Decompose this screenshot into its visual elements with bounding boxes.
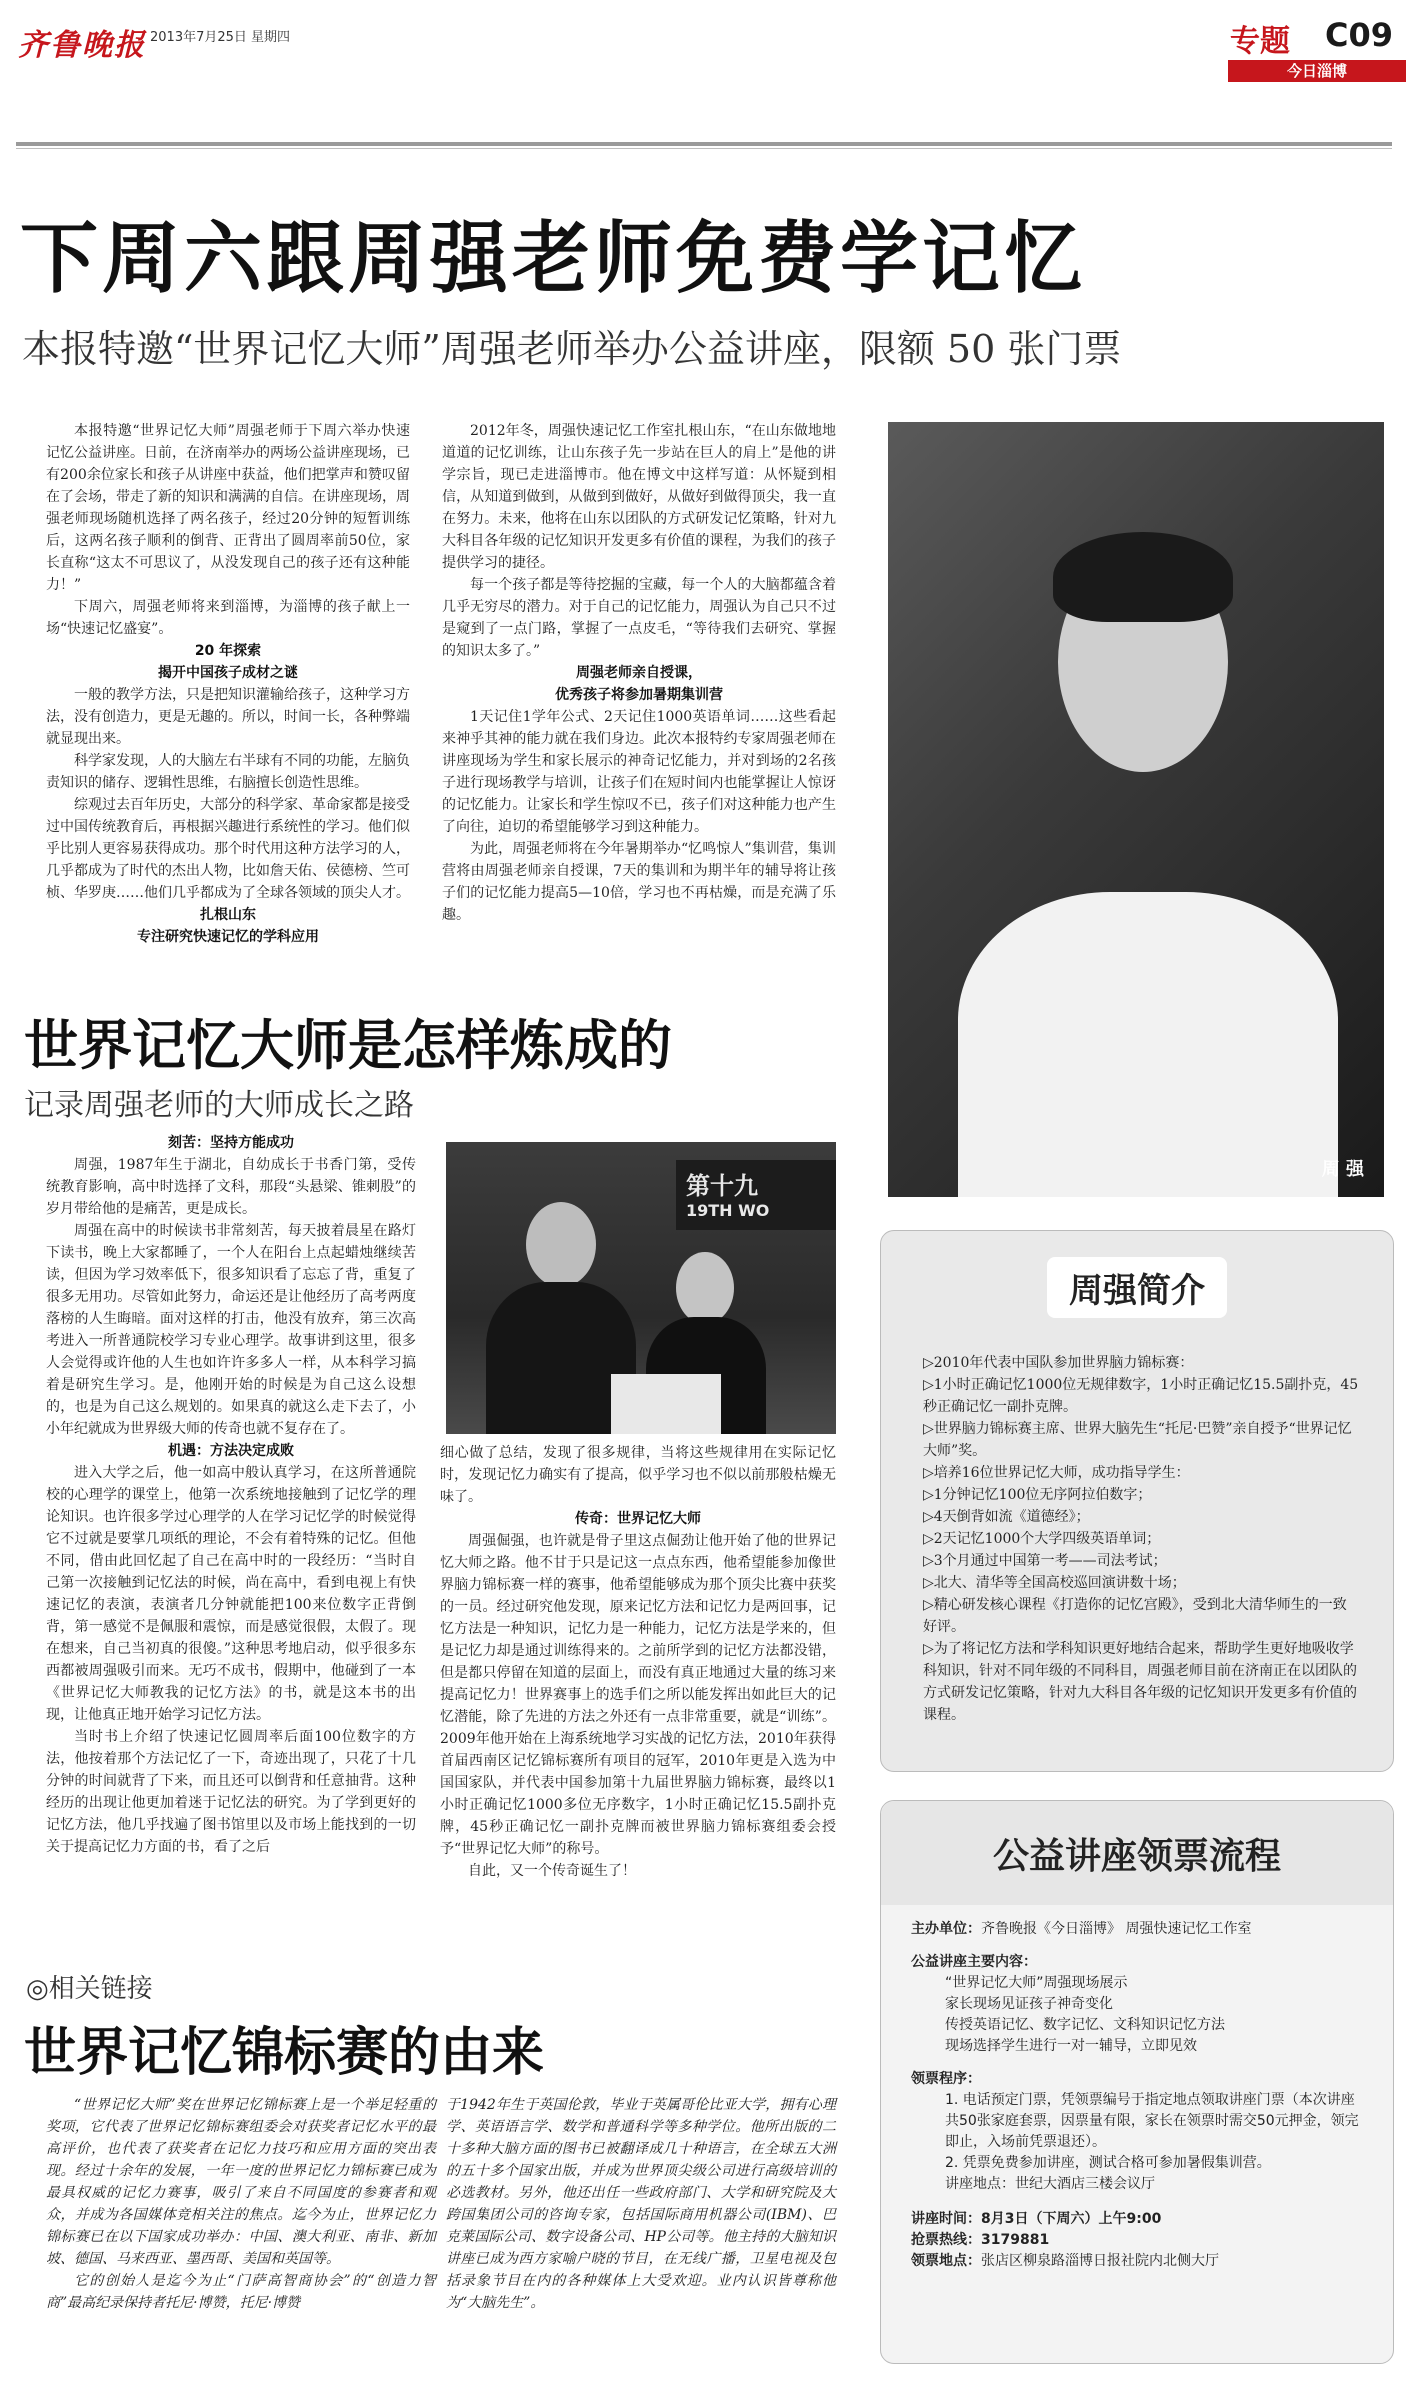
person-hair xyxy=(1053,532,1233,622)
content-item: “世界记忆大师”周强现场展示 xyxy=(945,1975,1128,1991)
event-banner xyxy=(676,1160,836,1230)
article-column-5 xyxy=(46,2094,436,2314)
paragraph: 本报特邀“世界记忆大师”周强老师于下周六举办快速记忆公益讲座。日前，在济南举办的两场公益讲座现场，已有200余位家长和孩子从讲座中获益，他们把掌声和赞叹留在了会场，带走了新的知识和满满的自信。在讲座现场，周强老师现场随机选择了两名孩子，经过20分钟的短暂训练后，这两名孩子顺利的倒背、正背出了圆周率前50位，家长直称“这太不可思议了，从没发现自己的孩子还有这种能力！” xyxy=(46,423,410,593)
paragraph: 一般的教学方法，只是把知识灌输给孩子，这种学习方法，没有创造力，更是无趣的。所以，时间一长，各种弊端就显现出来。 xyxy=(46,687,410,747)
paragraph: 周强倔强，也许就是骨子里这点倔劲让他开始了他的世界记忆大师之路。他不甘于只是记这一点点东西，他希望能参加像世界脑力锦标赛一样的赛事，他希望能够成为那个顶尖比赛中获奖的一员。经过研究他发现，原来记忆方法和记忆力是两回事，记忆方法是一种知识，记忆力是一种能力，记忆方法是学来的，但是记忆力却是通过训练得来的。之前所学到的记忆方法都没错，但是都只停留在知道的层面上，而没有真正地通过大量的练习来提高记忆力！世界赛事上的选手们之所以能发挥出如此巨大的记忆潜能，除了先进的方法之外还有一点非常重要，就是“训练”。2009年他开始在上海系统地学习实战的记忆方法，2010年获得首届西南区记忆锦标赛所有项目的冠军，2010年更是入选为中国国家队，并代表中国参加第十九届世界脑力锦标赛，最终以1小时正确记忆1000多位无序数字，1小时正确记忆15.5副扑克牌，45秒正确记忆一副扑克牌而被世界脑力锦标赛组委会授予“世界记忆大师”的称号。 xyxy=(440,1533,836,1857)
hotline-number: 3179881 xyxy=(981,2232,1050,2248)
label: 抢票热线： xyxy=(911,2232,981,2248)
ticket-details xyxy=(881,1905,1393,2272)
section-label: 专题 xyxy=(1230,24,1290,59)
organizer: 齐鲁晚报《今日淄博》 周强快速记忆工作室 xyxy=(981,1921,1252,1937)
section-heading: 优秀孩子将参加暑期集训营 xyxy=(555,687,723,703)
profile-list xyxy=(923,1352,1359,1726)
profile-item: ▷北大、清华等全国高校巡回演讲数十场； xyxy=(923,1575,1186,1591)
person-face xyxy=(526,1202,596,1287)
paragraph: 1天记住1学年公式、2天记住1000英语单词……这些看起来神乎其神的能力就在我们身边。此次本报特约专家周强老师在讲座现场为学生和家长展示的神奇记忆能力，并对到场的2名孩子进行现场教学与培训，让孩子们在短时间内也能掌握让人惊讶的记忆能力。让家长和学生惊叹不已，孩子们对这种能力也产生了向往，迫切的希望能够学习到这种能力。 xyxy=(442,709,836,835)
section-heading: 机遇：方法决定成败 xyxy=(168,1443,294,1459)
label: 领票程序： xyxy=(911,2071,981,2087)
ticket-box xyxy=(880,1800,1394,2364)
pickup-location: 张店区柳泉路淄博日报社院内北侧大厅 xyxy=(981,2253,1219,2269)
profile-item: ▷1小时正确记忆1000位无规律数字，1小时正确记忆15.5副扑克，45秒正确记忆一副扑克牌。 xyxy=(923,1377,1359,1415)
profile-title: 周强简介 xyxy=(1047,1257,1227,1318)
paragraph: 自此，又一个传奇诞生了！ xyxy=(468,1863,636,1879)
main-headline: 下周六跟周强老师免费学记忆 xyxy=(20,214,1087,304)
content-item: 家长现场见证孩子神奇变化 xyxy=(945,1996,1113,2012)
paragraph: 每一个孩子都是等待挖掘的宝藏，每一个人的大脑都蕴含着几乎无穷尽的潜力。对于自己的记忆能力，周强认为自己只不过是窥到了一点门路，掌握了一点皮毛，“等待我们去研究、掌握的知识太多了。” xyxy=(442,577,836,659)
paragraph: “世界记忆大师”奖在世界记忆锦标赛上是一个举足轻重的奖项，它代表了世界记忆锦标赛组委会对获奖者记忆水平的最高评价，也代表了获奖者在记忆力技巧和应用方面的突出表现。经过十余年的发展，一年一度的世界记忆力锦标赛已成为最具权威的记忆力赛事，吸引了来自不同国度的参赛者和观众，并成为各国媒体竞相关注的焦点。迄今为止，世界记忆力锦标赛已在以下国家成功举办：中国、澳大利亚、南非、新加坡、德国、马来西亚、墨西哥、美国和英国等。 xyxy=(46,2097,436,2267)
profile-item: ▷4天倒背如流《道德经》； xyxy=(923,1509,1090,1525)
article-column-3 xyxy=(46,1132,416,1858)
profile-item: ▷1分钟记忆100位无序阿拉伯数字； xyxy=(923,1487,1152,1503)
profile-box xyxy=(880,1230,1394,1772)
ticket-title: 公益讲座领票流程 xyxy=(992,1835,1281,1877)
section-heading: 20 年探索 xyxy=(194,643,262,659)
article-column-6 xyxy=(446,2094,836,2314)
header-divider xyxy=(16,142,1392,146)
article-column-2 xyxy=(442,420,836,926)
label: 主办单位： xyxy=(911,1921,981,1937)
content-list xyxy=(911,1973,1367,2057)
related-link-tag: ◎相关链接 xyxy=(26,1974,153,2004)
banner-text-en: 19TH WO xyxy=(686,1201,770,1220)
profile-item: ▷2010年代表中国队参加世界脑力锦标赛： xyxy=(923,1355,1194,1371)
paragraph: 周强在高中的时候读书非常刻苦，每天披着晨星在路灯下读书，晚上大家都睡了，一个人在阳台上点起蜡烛继续苦读，但因为学习效率低下，很多知识看了忘忘了背，重复了很多无用功。尽管如此努力，命运还是让他经历了高考两度落榜的人生晦暗。面对这样的打击，他没有放弃，第三次高考进入一所普通院校学习专业心理学。故事讲到这里，很多人会觉得或许他的人生也如许许多多人一样，从本科学习搞着是研究生学习。是，他刚开始的时候是为自己这么设想的，也是为自己这么规划的。如果真的就这么走下去了，小小年纪就成为世界级大师的传奇也就不复存在了。 xyxy=(46,1223,416,1437)
section-heading: 周强老师亲自授课， xyxy=(576,665,702,681)
paragraph: 下周六，周强老师将来到淄博，为淄博的孩子献上一场“快速记忆盛宴”。 xyxy=(46,599,410,637)
label: 领票地点： xyxy=(911,2253,981,2269)
section-heading: 传奇：世界记忆大师 xyxy=(575,1511,701,1527)
profile-item: ▷2天记忆1000个大学四级英语单词； xyxy=(923,1531,1161,1547)
procedure-step: 1. 电话预定门票，凭领票编号于指定地点领取讲座门票（本次讲座共50张家庭套票，因票量有限，家长在领票时需交50元押金，领完即止，入场前凭票退还）。 xyxy=(945,2092,1359,2150)
profile-item: ▷培养16位世界记忆大师，成功指导学生： xyxy=(923,1465,1190,1481)
banner-text-cn: 第十九 xyxy=(686,1172,758,1200)
paragraph: 当时书上介绍了快速记忆圆周率后面100位数字的方法，他按着那个方法记忆了一下，奇迹出现了，只花了十几分钟的时间就背了下来，而且还可以倒背和任意抽背。这种经历的出现让他更加着迷于记忆法的研究。为了学到更好的记忆方法，他几乎找遍了图书馆里以及市场上能找到的一切关于提高记忆力方面的书，看了之后 xyxy=(46,1729,416,1855)
newspaper-logo: 齐鲁晚报 xyxy=(18,28,146,63)
person-face xyxy=(676,1252,734,1324)
section-heading: 扎根山东 xyxy=(200,907,256,923)
section-headline: 世界记忆大师是怎样炼成的 xyxy=(24,1014,672,1077)
person-shirt xyxy=(958,892,1338,1197)
section-heading: 揭开中国孩子成材之谜 xyxy=(158,665,298,681)
photo-caption: 周 强 xyxy=(1321,1159,1364,1180)
procedure-step: 2. 凭票免费参加讲座，测试合格可参加暑假集训营。 xyxy=(945,2155,1271,2171)
profile-item: ▷精心研发核心课程《打造你的记忆宫殿》，受到北大清华师生的一致好评。 xyxy=(923,1597,1347,1635)
paragraph: 于1942年生于英国伦敦，毕业于英属哥伦比亚大学，拥有心理学、英语语言学、数学和普通科学等多种学位。他所出版的二十多种大脑方面的图书已被翻译成几十种语言，在全球五大洲的五十多个国家出版，并成为世界顶尖级公司进行高级培训的必选教材。另外，他还出任一些政府部门、大学和研究院及大跨国集团公司的咨询专家，包括国际商用机器公司(IBM)、巴克莱国际公司、数字设备公司、HP公司等。他主持的大脑知识讲座已成为西方家喻户晓的节目，在无线广播，卫星电视及包括录象节目在内的各种媒体上大受欢迎。业内认识皆尊称他为“大脑先生”。 xyxy=(446,2097,836,2311)
sub-section-label: 今日淄博 xyxy=(1228,60,1406,82)
paragraph: 科学家发现，人的大脑左右半球有不同的功能，左脑负责知识的储存、逻辑性思维，右脑擅长创造性思维。 xyxy=(46,753,410,791)
paragraph: 进入大学之后，他一如高中般认真学习，在这所普通院校的心理学的课堂上，他第一次系统地接触到了记忆学的理论知识。也许很多学过心理学的人在学习记忆学的时候觉得它不过就是要掌几项纸的理论，不会有着特殊的记忆。但他不同，借由此回忆起了自己在高中时的一段经历：“当时自己第一次接触到记忆法的时候，尚在高中，看到电视上有快速记忆的表演，表演者几分钟就能把100来位数字正背倒背，第一感觉不是佩服和震惊，而是感觉很假，太假了。现在想来，自己当初真的很傻。”这种思考地启动，似乎很多东西都被周强吸引而来。无巧不成书，假期中，他碰到了一本《世界记忆大师教我的记忆方法》的书，就是这本书的出现，让他真正地开始学习记忆方法。 xyxy=(46,1465,416,1723)
certificate xyxy=(611,1374,721,1434)
article-column-1 xyxy=(46,420,410,948)
paragraph: 2012年冬，周强快速记忆工作室扎根山东，“在山东做地地道道的记忆训练，让山东孩子先一步站在巨人的肩上”是他的讲学宗旨，现已走进淄博市。他在博文中这样写道：从怀疑到相信，从知道到做到，从做到到做好，从做好到做得顶尖，我一直在努力。未来，他将在山东以团队的方式研发记忆策略，针对九大科目各年级的记忆知识开发更多有价值的课程，为我们的孩子提供学习的捷径。 xyxy=(442,423,836,571)
paragraph: 综观过去百年历史，大部分的科学家、革命家都是接受过中国传统教育后，再根据兴趣进行系统性的学习。他们似乎比别人更容易获得成功。那个时代用这种方法学习的人，几乎都成为了时代的杰出人物，比如詹天佑、侯德榜、竺可桢、华罗庚……他们几乎都成为了全球各领域的顶尖人才。 xyxy=(46,797,410,901)
profile-item: ▷3个月通过中国第一考——司法考试； xyxy=(923,1553,1167,1569)
ticket-header xyxy=(881,1801,1393,1905)
section-heading: 刻苦：坚持方能成功 xyxy=(168,1135,294,1151)
portrait-photo xyxy=(888,422,1384,1197)
content-item: 现场选择学生进行一对一辅导，立即见效 xyxy=(945,2038,1197,2054)
lecture-time: 8月3日（下周六）上午9:00 xyxy=(981,2211,1162,2227)
main-subheadline: 本报特邀“世界记忆大师”周强老师举办公益讲座，限额 50 张门票 xyxy=(22,327,1122,371)
label: 公益讲座主要内容： xyxy=(911,1954,1037,1970)
content-item: 传授英语记忆、数字记忆、文科知识记忆方法 xyxy=(945,2017,1225,2033)
section-heading: 专注研究快速记忆的学科应用 xyxy=(137,929,319,945)
venue: 讲座地点：世纪大酒店三楼会议厅 xyxy=(945,2176,1155,2192)
header-divider-thin xyxy=(16,148,1392,149)
paragraph: 为此，周强老师将在今年暑期举办“忆鸣惊人”集训营，集训营将由周强老师亲自授课，7天的集训和为期半年的辅导将让孩子们的记忆能力提高5—10倍，学习也不再枯燥，而是充满了乐趣。 xyxy=(442,841,836,923)
issue-date: 2013年7月25日 星期四 xyxy=(150,30,291,45)
award-photo xyxy=(446,1142,836,1434)
label: 讲座时间： xyxy=(911,2211,981,2227)
profile-item: ▷世界脑力锦标赛主席、世界大脑先生“托尼·巴赞”亲自授予“世界记忆大师”奖。 xyxy=(923,1421,1352,1459)
section-headline: 世界记忆锦标赛的由来 xyxy=(24,2023,545,2083)
paragraph: 细心做了总结，发现了很多规律，当将这些规律用在实际记忆时，发现记忆力确实有了提高，似乎学习也不似以前那般枯燥无味了。 xyxy=(440,1445,836,1505)
page-number: C09 xyxy=(1325,16,1394,54)
paragraph: 周强，1987年生于湖北，自幼成长于书香门第，受传统教育影响，高中时选择了文科，那段“头悬梁、锥刺股”的岁月带给他的是痛苦，更是成长。 xyxy=(46,1157,416,1217)
article-column-4 xyxy=(440,1442,836,1882)
profile-item: ▷为了将记忆方法和学科知识更好地结合起来，帮助学生更好地吸收学科知识，针对不同年级的不同科目，周强老师目前在济南正在以团队的方式研发记忆策略，针对九大科目各年级的记忆知识开发更多有价值的课程。 xyxy=(923,1641,1357,1723)
paragraph: 它的创始人是迄今为止“门萨高智商协会”的“创造力智商”最高纪录保持者托尼·博赞，托尼·博赞 xyxy=(46,2273,436,2311)
section-subheadline: 记录周强老师的大师成长之路 xyxy=(24,1088,414,1123)
